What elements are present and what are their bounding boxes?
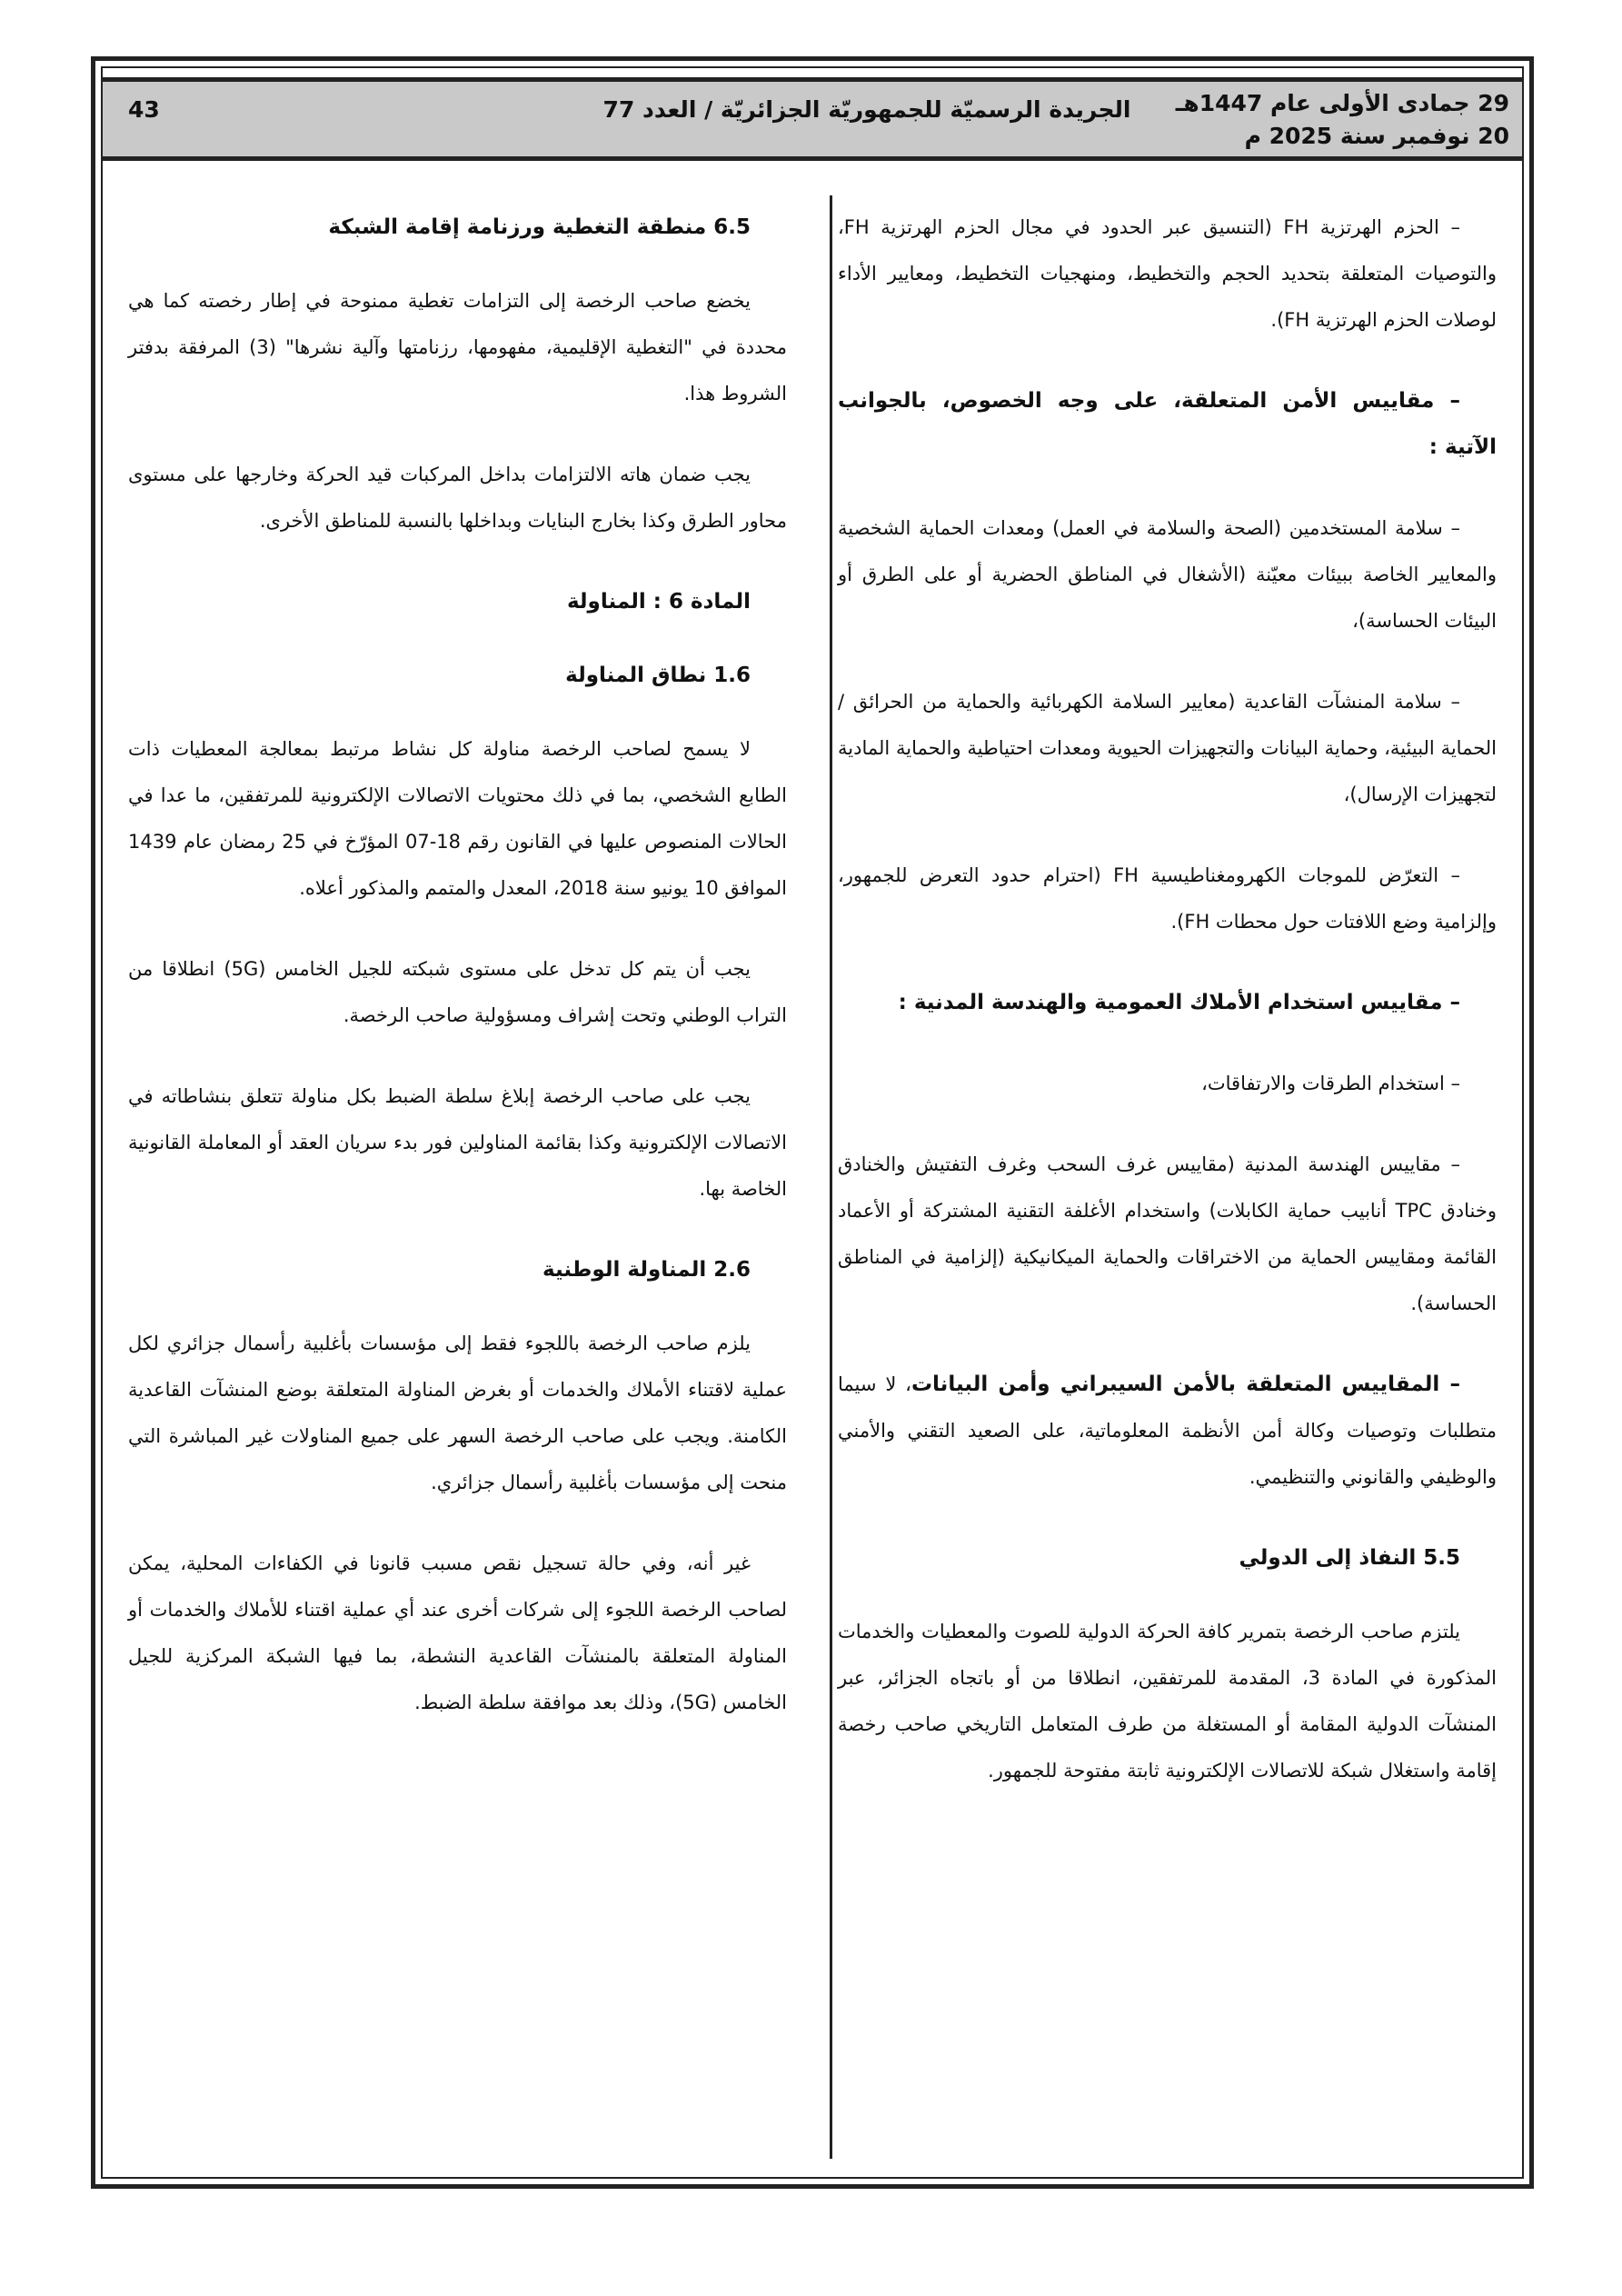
article-heading: المادة 6 : المناولة xyxy=(566,590,751,614)
header-title: الجريدة الرسميّة للجمهوريّة الجزائريّة / العدد 77 xyxy=(602,96,1131,123)
paragraph: يلتزم صاحب الرخصة بتمرير كافة الحركة الدولية للصوت والمعطيات والخدمات المذكورة في المادة 3، المقدمة للمرتفقين، انطلاقا من أو باتجاه الجزائر، عبر المنشآت الدولية المقامة أو المستغلة من طرف المتعامل التاريخي صاحب رخصة إقامة واستغلال شبكة للاتصالات الإلكترونية ثابتة مفتوحة للجمهور. xyxy=(838,1621,1497,1782)
paragraph: – سلامة المنشآت القاعدية (معايير السلامة الكهربائية والحماية من الحرائق / الحماية البيئية، وحماية البيانات والتجهيزات الحيوية ومعدات احتياطية والحماية المادية لتجهيزات الإرسال)، xyxy=(838,691,1497,805)
paragraph: يخضع صاحب الرخصة إلى التزامات تغطية ممنوحة في إطار رخصته كما هي محددة في "التغطية الإقليمية، مفهومها، رزنامتها وآلية نشرها" (3) المرفقة بدفتر الشروط هذا. xyxy=(128,290,787,404)
paragraph: يجب ضمان هاته الالتزامات بداخل المركبات قيد الحركة وخارجها على مستوى محاور الطرق وكذا بخارج البنايات وبداخلها بالنسبة للمناطق الأخرى. xyxy=(128,464,787,532)
right-column xyxy=(838,205,1497,1829)
paragraph-rest: ، لا سيما متطلبات وتوصيات وكالة أمن الأنظمة المعلوماتية، على الصعيد التقني والأمني والوظيفي والقانوني والتنظيمي. xyxy=(838,1373,1497,1488)
section-heading: 6.5 منطقة التغطية ورزنامة إقامة الشبكة xyxy=(328,215,751,239)
paragraph xyxy=(838,1362,1497,1501)
bold-item: – مقاييس الأمن المتعلقة، على وجه الخصوص، بالجوانب الآتية : xyxy=(838,389,1497,459)
paragraph: – مقاييس الهندسة المدنية (مقاييس غرف السحب وغرف التفتيش والخنادق وخنادق TPC أنابيب حماية الكابلات) واستخدام الأغلفة التقنية المشتركة أو الأعماد القائمة ومقاييس الحماية من الاختراقات والحماية الميكانيكية (إلزامية في المناطق الحساسة). xyxy=(838,1153,1498,1314)
paragraph: يلزم صاحب الرخصة باللجوء فقط إلى مؤسسات بأغلبية رأسمال جزائري لكل عملية لاقتناء الأملاك والخدمات أو بغرض المناولة المتعلقة بوضع المنشآت القاعدية الكامنة. ويجب على صاحب الرخصة السهر على جميع المناولات غير المباشرة التي منحت إلى مؤسسات بأغلبية رأسمال جزائري. xyxy=(128,1333,787,1493)
bold-lead: – المقاييس المتعلقة بالأمن السيبراني وأمن البيانات xyxy=(911,1373,1460,1396)
header-date-hijri: 29 جمادى الأولى عام 1447هـ xyxy=(1175,90,1509,116)
left-column xyxy=(128,205,787,1761)
page-header xyxy=(103,77,1522,161)
paragraph: – استخدام الطرقات والارتفاقات، xyxy=(1201,1073,1460,1094)
page-frame xyxy=(91,56,1534,2189)
paragraph: – التعرّض للموجات الكهرومغناطيسية FH (احترام حدود التعرض للجمهور، وإلزامية وضع اللافتات حول محطات FH). xyxy=(838,864,1497,933)
section-heading: 1.6 نطاق المناولة xyxy=(565,664,751,687)
paragraph: – الحزم الهرتزية FH (التنسيق عبر الحدود في مجال الحزم الهرتزية FH، والتوصيات المتعلقة بتحديد الحجم والتخطيط، ومنهجيات التخطيط، ومعايير الأداء لوصلات الحزم الهرتزية FH). xyxy=(838,216,1497,331)
paragraph: يجب أن يتم كل تدخل على مستوى شبكته للجيل الخامس (5G) انطلاقا من التراب الوطني وتحت إشراف ومسؤولية صاحب الرخصة. xyxy=(128,958,787,1026)
column-divider xyxy=(830,195,832,2159)
page-frame-inner xyxy=(101,66,1524,2179)
header-date-gregorian: 20 نوفمبر سنة 2025 م xyxy=(1244,123,1509,149)
page-number: 43 xyxy=(128,96,160,123)
paragraph: غير أنه، وفي حالة تسجيل نقص مسبب قانونا في الكفاءات المحلية، يمكن لصاحب الرخصة اللجوء إلى شركات أخرى عند أي عملية اقتناء للأملاك والخدمات أو المناولة المتعلقة بالمنشآت القاعدية النشطة، بما فيها الشبكة المركزية للجيل الخامس (5G)، وذلك بعد موافقة سلطة الضبط. xyxy=(128,1552,787,1713)
section-heading: 5.5 النفاذ إلى الدولي xyxy=(1239,1546,1460,1570)
bold-item: – مقاييس استخدام الأملاك العمومية والهندسة المدنية : xyxy=(898,991,1460,1014)
paragraph: يجب على صاحب الرخصة إبلاغ سلطة الضبط بكل مناولة تتعلق بنشاطاته في الاتصالات الإلكترونية وكذا بقائمة المناولين فور بدء سريان العقد أو المعاملة القانونية الخاصة بها. xyxy=(128,1085,787,1200)
section-heading: 2.6 المناولة الوطنية xyxy=(542,1258,751,1282)
paragraph: لا يسمح لصاحب الرخصة مناولة كل نشاط مرتبط بمعالجة المعطيات ذات الطابع الشخصي، بما في ذلك محتويات الاتصالات الإلكترونية للمرتفقين، ما عدا في الحالات المنصوص عليها في القانون رقم 18-07 المؤرّخ في 25 رمضان عام 1439 الموافق 10 يونيو سنة 2018، المعدل والمتمم والمذكور أعلاه. xyxy=(128,738,787,899)
paragraph: – سلامة المستخدمين (الصحة والسلامة في العمل) ومعدات الحماية الشخصية والمعايير الخاصة ببيئات معيّنة (الأشغال في المناطق الحضرية أو على الطرق أو البيئات الحساسة)، xyxy=(838,517,1497,632)
